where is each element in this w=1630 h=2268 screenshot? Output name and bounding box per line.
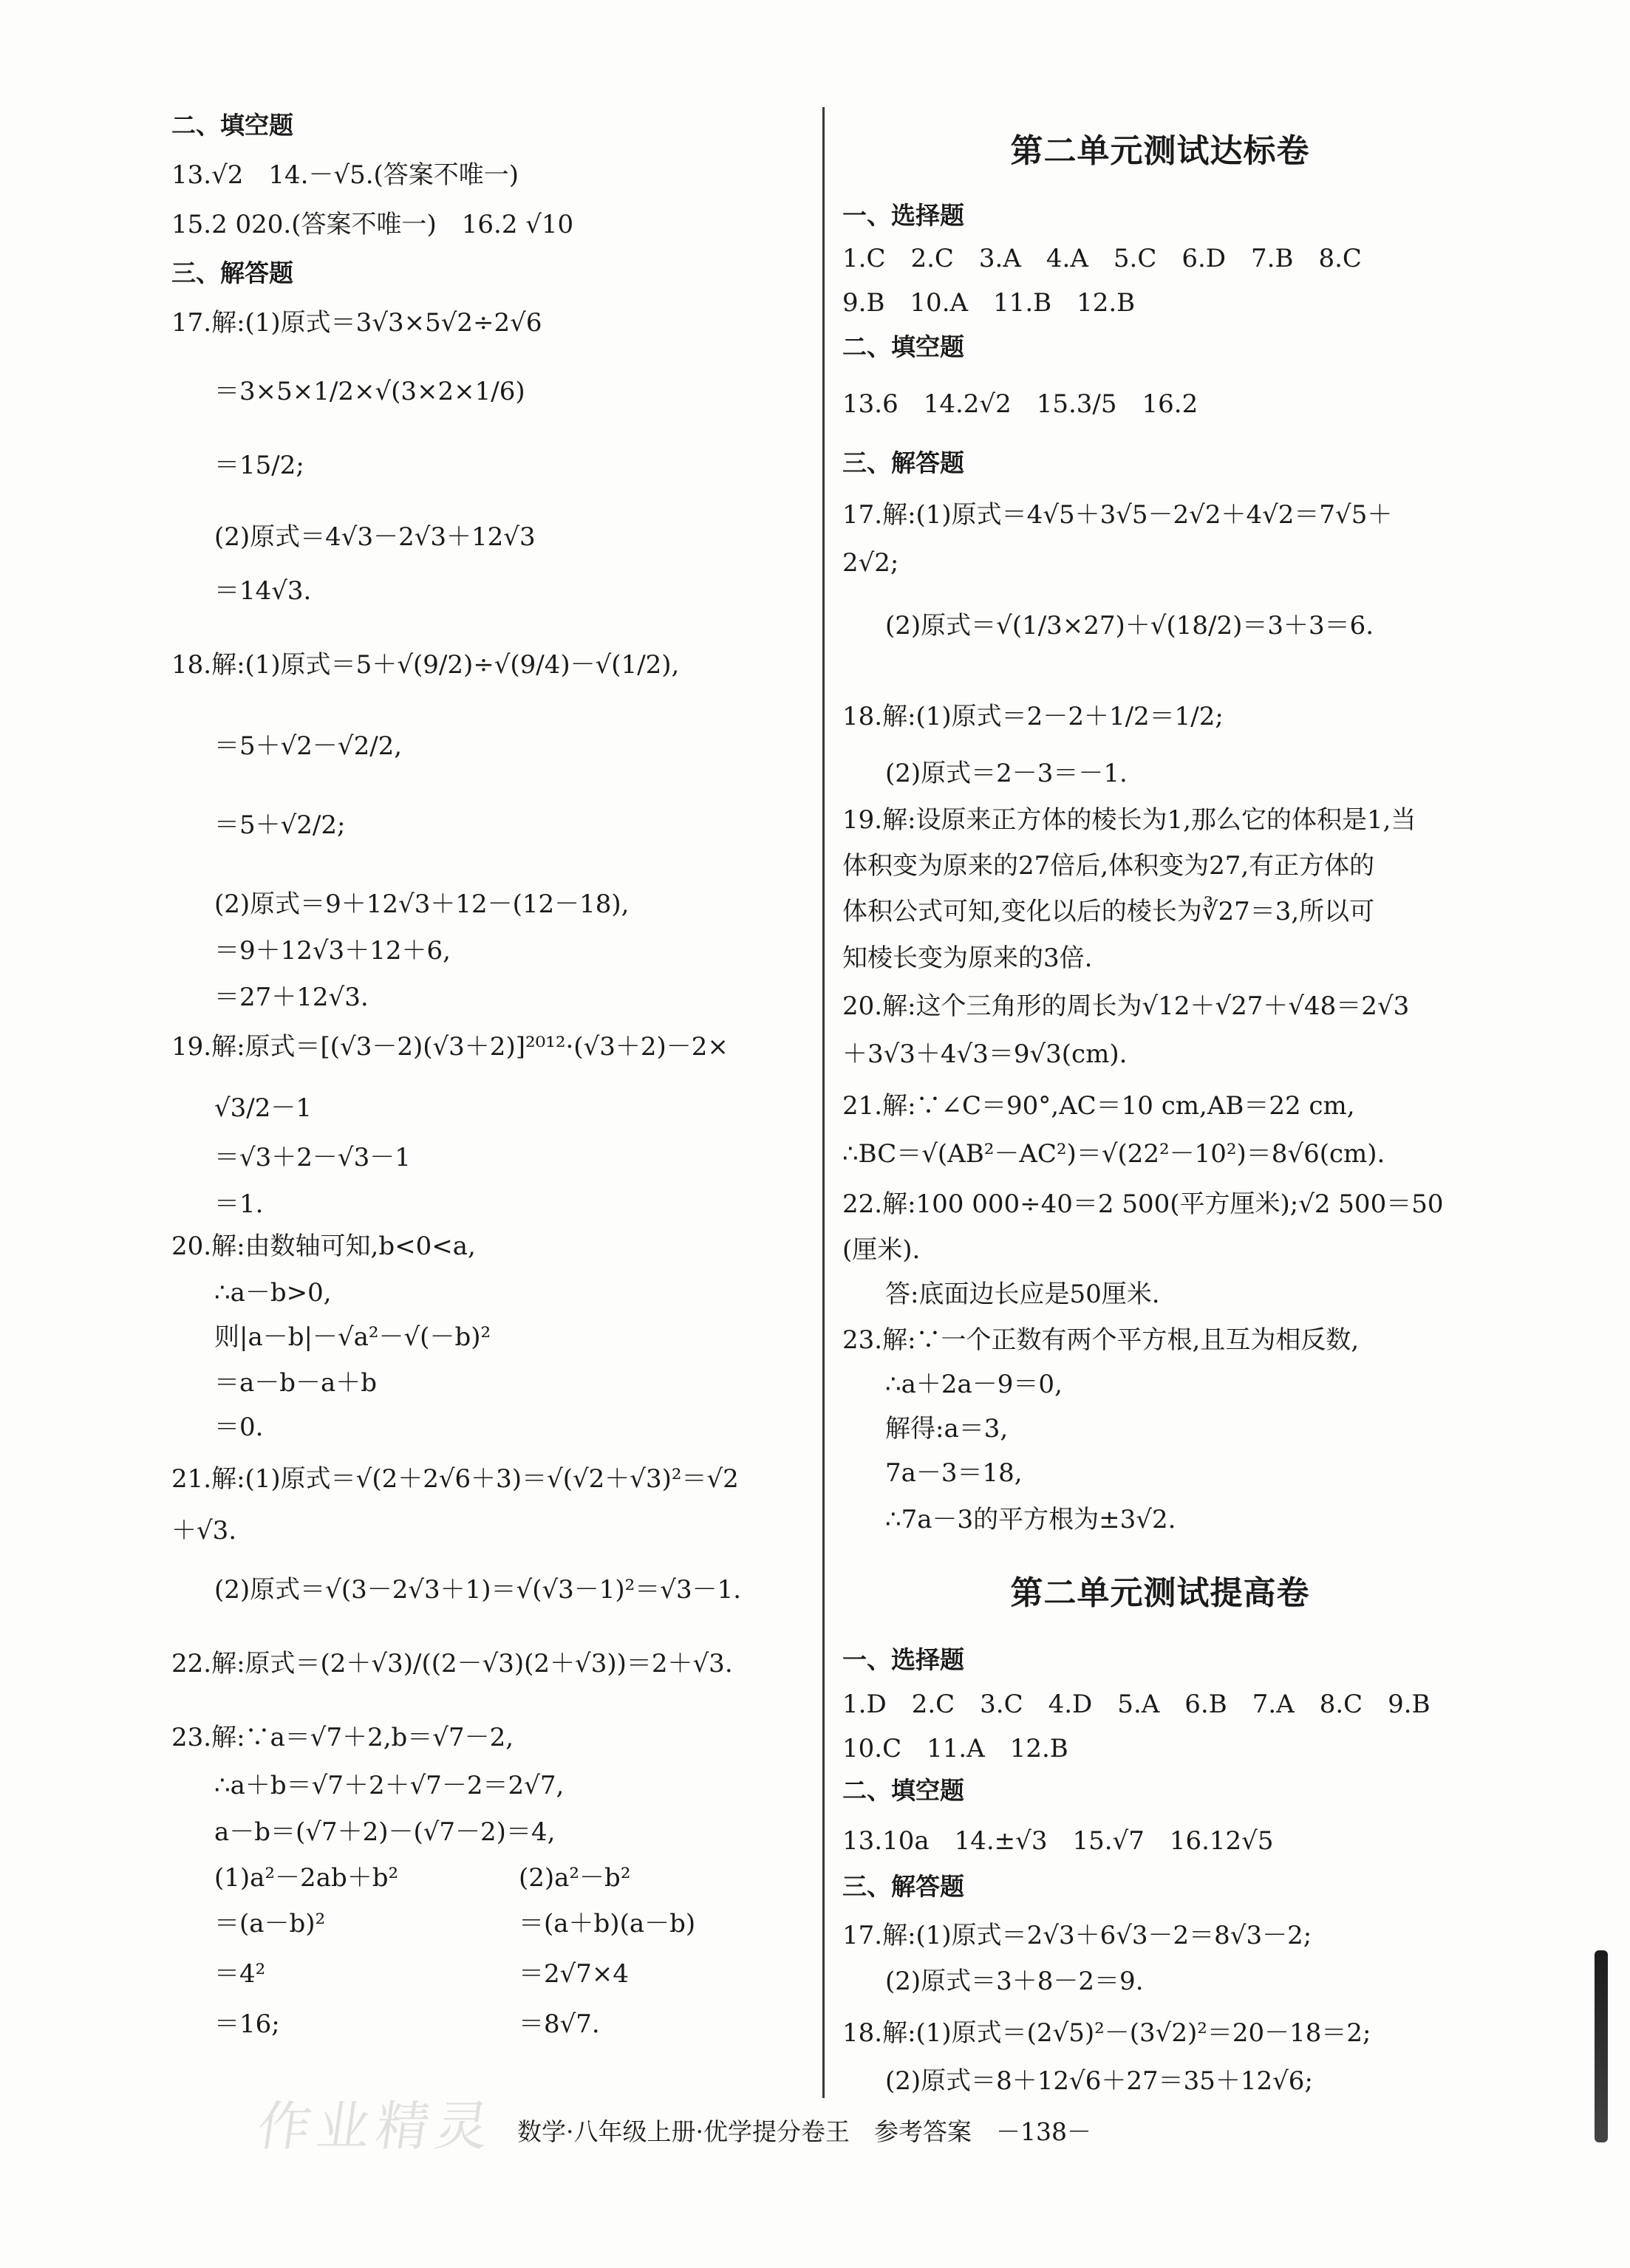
answer-line: 13.6 14.2√2 15.3/5 16.2: [842, 389, 1198, 419]
answer-line: 13.10a 14.±√3 15.√7 16.12√5: [842, 1826, 1274, 1856]
answer-line: ＝0.: [214, 1413, 264, 1442]
answer-line: 1.C 2.C 3.A 4.A 5.C 6.D 7.B 8.C: [842, 244, 1362, 273]
answer-line: 20.解:这个三角形的周长为√12＋√27＋√48＝2√3: [842, 991, 1410, 1021]
answer-line: 体积公式可知,变化以后的棱长为∛27＝3,所以可: [842, 897, 1375, 926]
answer-line: 10.C 11.A 12.B: [842, 1734, 1068, 1763]
answer-line: ＝√3＋2－√3－1: [214, 1143, 411, 1172]
answer-line: 则|a－b|－√a²－√(－b)²: [214, 1322, 491, 1352]
answer-line: ＝a－b－a＋b: [214, 1368, 378, 1398]
answer-line: 解得:a＝3,: [885, 1414, 1009, 1444]
answer-line: ∴BC＝√(AB²－AC²)＝√(22²－10²)＝8√6(cm).: [842, 1139, 1385, 1169]
answer-line: ＝14√3.: [214, 576, 312, 606]
answer-line: 知棱长变为原来的3倍.: [842, 943, 1093, 973]
answer-line: 2√2;: [842, 548, 899, 578]
answer-line: (2)原式＝4√3－2√3＋12√3: [214, 522, 536, 552]
section-title: 第二单元测试提高卷: [1010, 1574, 1310, 1612]
answer-line: ＝16;: [214, 2009, 280, 2039]
section-heading: 二、填空题: [171, 111, 293, 140]
section-heading: 三、解答题: [171, 259, 293, 287]
answer-line: ＋√3.: [171, 1516, 237, 1545]
section-heading: 一、选择题: [842, 1645, 964, 1674]
answer-line: ＝9＋12√3＋12＋6,: [214, 936, 451, 966]
section-heading: 三、解答题: [842, 1872, 964, 1901]
answer-line: 23.解:∵一个正数有两个平方根,且互为相反数,: [842, 1325, 1360, 1355]
answer-line: (2)原式＝√(1/3×27)＋√(18/2)＝3＋3＝6.: [885, 611, 1374, 641]
answer-line: ＝8√7.: [519, 2009, 600, 2039]
answer-line: 15.2 020.(答案不唯一) 16.2 √10: [171, 210, 574, 239]
answer-line: 17.解:(1)原式＝4√5＋3√5－2√2＋4√2＝7√5＋: [842, 500, 1393, 530]
answer-line: 17.解:(1)原式＝2√3＋6√3－2＝8√3－2;: [842, 1921, 1312, 1950]
answer-line: ＝4²: [214, 1959, 266, 1989]
answer-line: 17.解:(1)原式＝3√3×5√2÷2√6: [171, 308, 542, 338]
answer-line: 18.解:(1)原式＝2－2＋1/2＝1/2;: [842, 702, 1224, 731]
answer-line: (厘米).: [842, 1235, 921, 1265]
answer-line: 20.解:由数轴可知,b<0<a,: [171, 1232, 476, 1261]
section-heading: 一、选择题: [842, 201, 964, 230]
answer-line: ＝(a－b)²: [214, 1909, 326, 1939]
answer-line: 体积变为原来的27倍后,体积变为27,有正方体的: [842, 851, 1375, 881]
answer-line: 13.√2 14.－√5.(答案不唯一): [171, 160, 519, 190]
answer-line: ∴a＋b＝√7＋2＋√7－2＝2√7,: [214, 1771, 565, 1800]
answer-line: 19.解:原式＝[(√3－2)(√3＋2)]²⁰¹²·(√3＋2)－2×: [171, 1032, 729, 1062]
section-heading: 二、填空题: [842, 332, 964, 361]
answer-line: ∴a＋2a－9＝0,: [885, 1370, 1063, 1399]
answer-line: 9.B 10.A 11.B 12.B: [842, 288, 1136, 318]
answer-line: (2)a²－b²: [519, 1863, 631, 1893]
answer-line: 22.解:100 000÷40＝2 500(平方厘米);√2 500＝50: [842, 1189, 1444, 1219]
answer-line: (2)原式＝9＋12√3＋12－(12－18),: [214, 889, 630, 919]
answer-line: ＝5＋√2－√2/2,: [214, 731, 403, 761]
answer-line: 21.解:∵∠C＝90°,AC＝10 cm,AB＝22 cm,: [842, 1091, 1355, 1121]
answer-line: (2)原式＝√(3－2√3＋1)＝√(√3－1)²＝√3－1.: [214, 1575, 742, 1605]
section-heading: 三、解答题: [842, 448, 964, 477]
answer-line: ∴a－b>0,: [214, 1278, 332, 1308]
answer-line: 18.解:(1)原式＝5＋√(9/2)÷√(9/4)－√(1/2),: [171, 650, 680, 680]
answer-line: (2)原式＝2－3＝－1.: [885, 759, 1128, 788]
answer-line: ＝27＋12√3.: [214, 983, 369, 1012]
answer-line: 22.解:原式＝(2＋√3)/((2－√3)(2＋√3))＝2＋√3.: [171, 1649, 733, 1678]
scan-edge-mark: [1595, 1950, 1608, 2142]
answer-line: ＝2√7×4: [519, 1959, 630, 1989]
answer-line: ＝1.: [214, 1189, 264, 1219]
watermark: 作业精灵: [253, 2095, 499, 2157]
answer-line: (2)原式＝3＋8－2＝9.: [885, 1967, 1144, 1996]
answer-line: ＝5＋√2/2;: [214, 810, 346, 840]
answer-line: 23.解:∵a＝√7＋2,b＝√7－2,: [171, 1723, 514, 1752]
answer-line: √3/2－1: [214, 1093, 313, 1123]
answer-line: 18.解:(1)原式＝(2√5)²－(3√2)²＝20－18＝2;: [842, 2018, 1371, 2048]
section-title: 第二单元测试达标卷: [1010, 132, 1310, 170]
column-divider: [822, 107, 825, 2098]
answer-line: 答:底面边长应是50厘米.: [885, 1280, 1160, 1309]
answer-line: ＝(a＋b)(a－b): [519, 1909, 696, 1939]
answer-line: ∴7a－3的平方根为±3√2.: [885, 1505, 1176, 1534]
answer-line: 19.解:设原来正方体的棱长为1,那么它的体积是1,当: [842, 805, 1416, 835]
page-footer: 数学·八年级上册·优学提分卷王 参考答案 －138－: [517, 2117, 1091, 2146]
answer-line: 7a－3＝18,: [885, 1458, 1023, 1488]
answer-line: ＝15/2;: [214, 451, 304, 480]
answer-line: 21.解:(1)原式＝√(2＋2√6＋3)＝√(√2＋√3)²＝√2: [171, 1464, 739, 1494]
answer-line: a－b＝(√7＋2)－(√7－2)＝4,: [214, 1817, 556, 1847]
answer-line: ＝3×5×1/2×√(3×2×1/6): [214, 377, 525, 406]
answer-line: (2)原式＝8＋12√6＋27＝35＋12√6;: [885, 2066, 1313, 2096]
answer-line: ＋3√3＋4√3＝9√3(cm).: [842, 1039, 1128, 1069]
section-heading: 二、填空题: [842, 1776, 964, 1805]
answer-line: (1)a²－2ab＋b²: [214, 1863, 399, 1893]
answer-line: 1.D 2.C 3.C 4.D 5.A 6.B 7.A 8.C 9.B: [842, 1690, 1430, 1719]
